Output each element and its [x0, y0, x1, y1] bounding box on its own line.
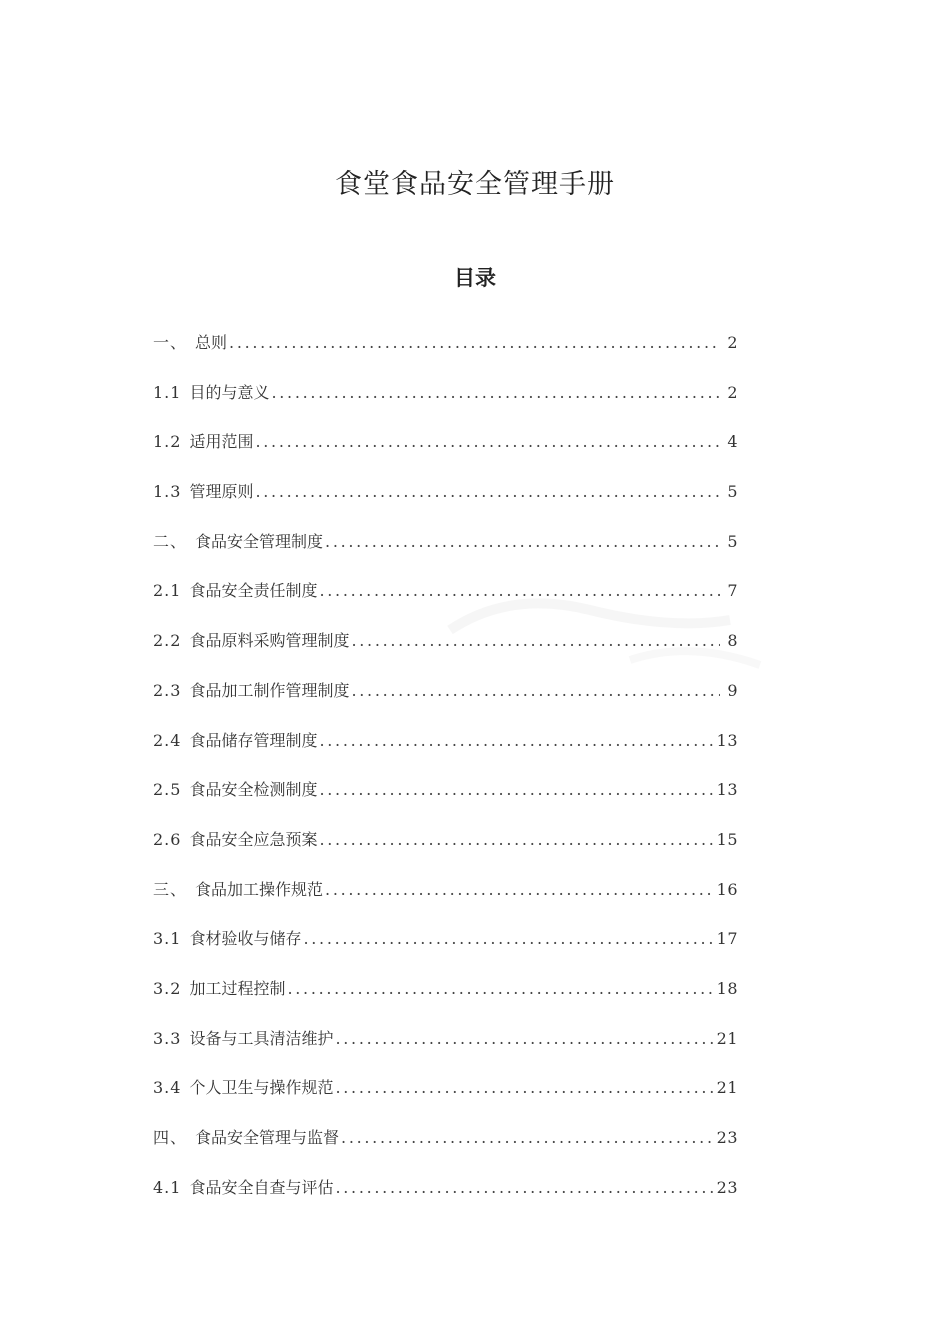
document-title: 食堂食品安全管理手册: [335, 169, 615, 200]
toc-entry-title: 设备与工具清洁维护: [189, 1028, 334, 1048]
toc-dot-leader: [341, 1128, 713, 1147]
toc-page-number: 13: [716, 780, 738, 800]
toc-entry[interactable]: [153, 479, 738, 529]
toc-page-number: 2: [727, 382, 738, 402]
toc-page-number: 23: [716, 1128, 738, 1147]
toc-page-number: 16: [716, 879, 738, 899]
toc-page-number: 21: [716, 1028, 738, 1048]
toc-page-number: 5: [727, 482, 738, 502]
toc-entry-number: 二、: [153, 531, 188, 551]
toc-entry[interactable]: [153, 877, 738, 927]
toc-dot-leader: [325, 532, 720, 551]
toc-entry-title: 食品储存管理制度: [189, 730, 318, 750]
toc-entry-number: 2.3: [153, 680, 182, 700]
toc-dot-leader: [319, 780, 712, 799]
toc-page-number: 15: [716, 829, 738, 849]
toc-dot-leader: [287, 979, 712, 998]
toc-dot-leader: [255, 482, 720, 501]
toc-dot-leader: [335, 1078, 712, 1097]
toc-entry-number: 三、: [153, 879, 188, 899]
toc-entry-title: 个人卫生与操作规范: [189, 1078, 334, 1098]
toc-entry[interactable]: [153, 777, 738, 827]
toc-entry[interactable]: [153, 1075, 738, 1125]
toc-entry-number: 3.1: [153, 929, 182, 949]
toc-entry-title: 食品加工操作规范: [195, 879, 324, 899]
toc-entry[interactable]: [153, 578, 738, 628]
toc-dot-leader: [335, 1178, 712, 1197]
toc-entry[interactable]: [153, 529, 738, 579]
toc-entry[interactable]: [153, 926, 738, 976]
toc-entry-title: 食品安全管理与监督: [195, 1128, 340, 1147]
toc-entry-title: 食品安全自查与评估: [189, 1177, 334, 1197]
toc-entry-title: 食材验收与储存: [189, 929, 302, 949]
toc-entry-number: 3.2: [153, 978, 182, 998]
toc-entry-title: 加工过程控制: [189, 978, 286, 998]
toc-entry-title: 食品原料采购管理制度: [189, 631, 350, 651]
toc-page-number: 8: [727, 631, 738, 651]
table-of-contents: [153, 330, 738, 1224]
toc-entry-title: 总则: [195, 333, 228, 352]
toc-entry[interactable]: [153, 976, 738, 1026]
toc-entry-number: 2.5: [153, 780, 182, 800]
toc-entry[interactable]: [153, 728, 738, 778]
toc-page-number: 18: [716, 978, 738, 998]
toc-entry[interactable]: [153, 330, 738, 380]
toc-entry[interactable]: [153, 1175, 738, 1225]
toc-page-number: 17: [716, 929, 738, 949]
toc-entry-title: 食品安全管理制度: [195, 531, 324, 551]
toc-entry-number: 1.2: [153, 432, 182, 452]
toc-entry-number: 四、: [153, 1128, 188, 1147]
toc-dot-leader: [325, 880, 713, 899]
toc-entry-title: 适用范围: [189, 432, 254, 452]
toc-page-number: 9: [727, 680, 738, 700]
toc-entry-number: 2.4: [153, 730, 182, 750]
toc-entry-title: 食品安全应急预案: [189, 829, 318, 849]
toc-dot-leader: [351, 631, 720, 650]
toc-entry-title: 食品加工制作管理制度: [189, 680, 350, 700]
toc-dot-leader: [271, 383, 720, 402]
toc-dot-leader: [303, 929, 712, 948]
toc-page-number: 13: [716, 730, 738, 750]
toc-entry[interactable]: [153, 429, 738, 479]
toc-entry-number: 2.2: [153, 631, 182, 651]
toc-page-number: 5: [727, 531, 738, 551]
toc-dot-leader: [229, 333, 720, 352]
toc-entry-title: 食品安全检测制度: [189, 780, 318, 800]
toc-entry-number: 4.1: [153, 1177, 182, 1197]
toc-heading: 目录: [454, 266, 496, 290]
toc-entry-number: 1.3: [153, 482, 182, 502]
toc-entry-number: 一、: [153, 333, 188, 352]
toc-entry-number: 3.4: [153, 1078, 182, 1098]
toc-page-number: 4: [727, 432, 738, 452]
toc-entry-number: 2.6: [153, 829, 182, 849]
toc-entry[interactable]: [153, 1026, 738, 1076]
toc-entry[interactable]: [153, 1125, 738, 1175]
toc-dot-leader: [319, 731, 712, 750]
toc-dot-leader: [319, 581, 720, 600]
toc-entry-number: 2.1: [153, 581, 182, 601]
toc-entry[interactable]: [153, 628, 738, 678]
toc-entry[interactable]: [153, 827, 738, 877]
toc-dot-leader: [255, 432, 720, 451]
toc-entry-number: 3.3: [153, 1028, 182, 1048]
toc-entry-title: 目的与意义: [189, 382, 270, 402]
toc-page-number: 21: [716, 1078, 738, 1098]
toc-entry-title: 管理原则: [189, 482, 254, 502]
toc-entry-number: 1.1: [153, 382, 182, 402]
toc-entry[interactable]: [153, 380, 738, 430]
toc-page-number: 7: [727, 581, 738, 601]
toc-dot-leader: [351, 681, 720, 700]
toc-dot-leader: [319, 830, 712, 849]
toc-page-number: 23: [716, 1177, 738, 1197]
toc-page-number: 2: [727, 333, 738, 352]
toc-entry[interactable]: [153, 678, 738, 728]
toc-entry-title: 食品安全责任制度: [189, 581, 318, 601]
toc-dot-leader: [335, 1029, 712, 1048]
